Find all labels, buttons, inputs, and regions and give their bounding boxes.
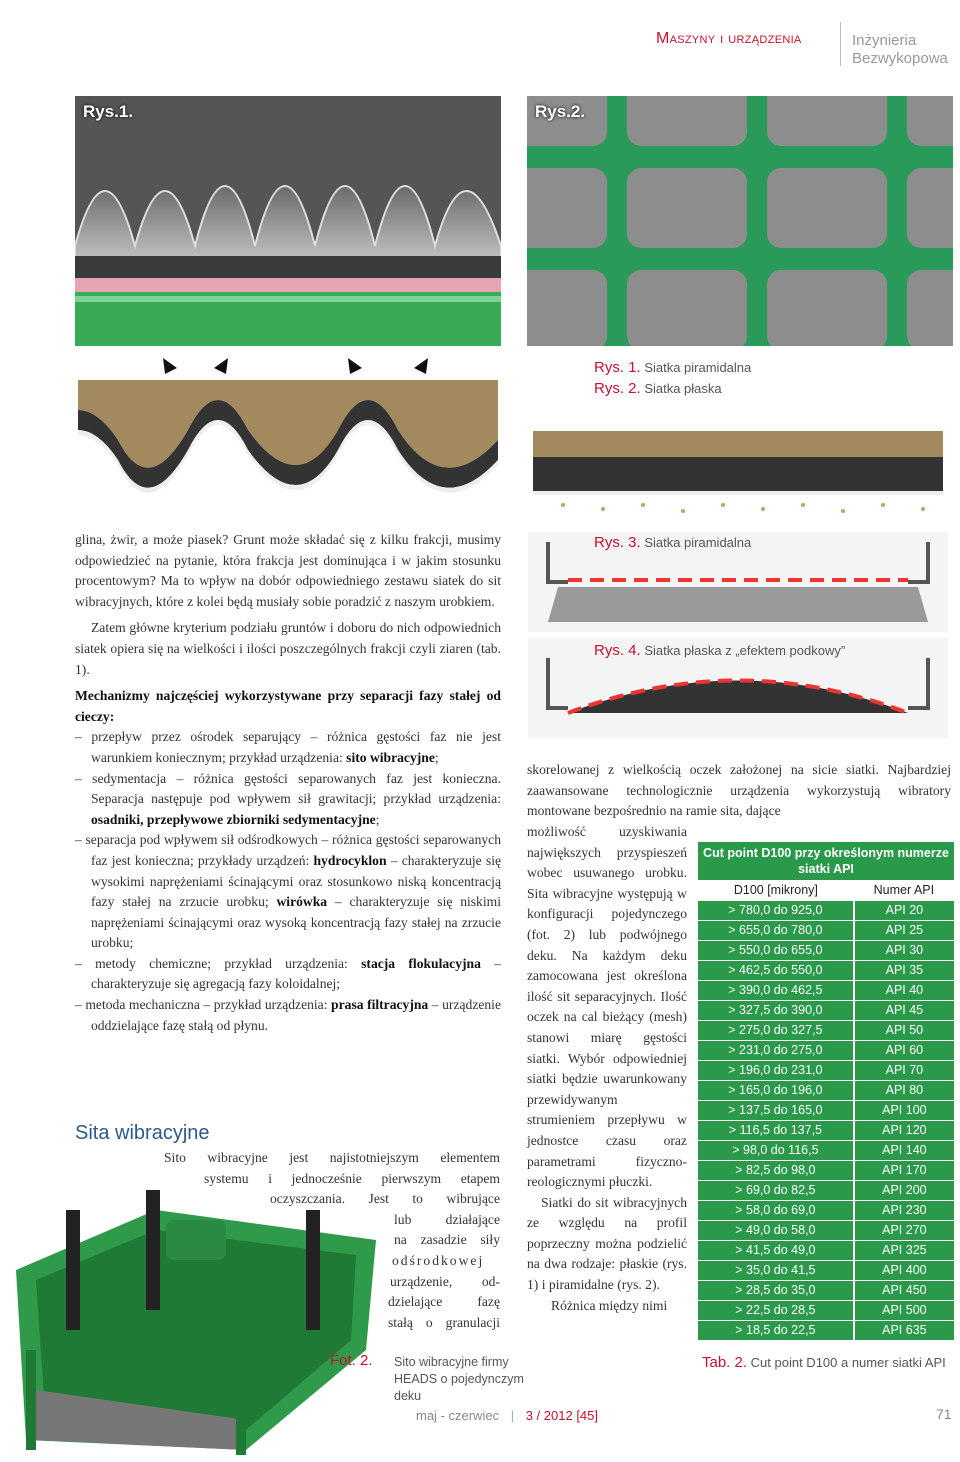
- line: dzielające fazę: [388, 1294, 500, 1310]
- table-row: [698, 1260, 954, 1280]
- caption-rys4-text: Siatka płaska z „efektem podkowy”: [644, 643, 846, 658]
- cell-api: API 200: [854, 1180, 954, 1200]
- footer-issue-number: 3 / 2012 [45]: [525, 1408, 598, 1423]
- table-row: [698, 1020, 954, 1040]
- table-row: [698, 1300, 954, 1320]
- caption-rys1-num: Rys. 1.: [594, 359, 641, 376]
- caption-rys3-text: Siatka piramidalna: [644, 535, 752, 550]
- line: oczyszczania. Jest to wibrujące: [270, 1191, 500, 1207]
- cell-d100: > 69,0 do 82,5: [698, 1180, 854, 1200]
- article-left-column: [75, 530, 501, 1036]
- section-heading: Sita wibracyjne: [75, 1122, 210, 1144]
- table-row: [698, 1060, 954, 1080]
- caption-rys2-text: Siatka płaska: [644, 381, 722, 396]
- list-text: – metody chemiczne; przykład urządzenia:: [75, 955, 362, 971]
- cell-d100: > 231,0 do 275,0: [698, 1040, 854, 1060]
- table-row: [698, 1220, 954, 1240]
- header-divider: [840, 22, 841, 66]
- cell-d100: > 780,0 do 925,0: [698, 900, 854, 920]
- list-bold: sito wibracyjne: [346, 749, 435, 765]
- table-row: [698, 1280, 954, 1300]
- cell-api: API 45: [854, 1000, 954, 1020]
- cell-api: API 450: [854, 1280, 954, 1300]
- table-row: [698, 1140, 954, 1160]
- table-row: [698, 1320, 954, 1340]
- right-top-paragraph: skorelowanej z wielkością oczek założonej na sicie siatki. Najbardziej zaawansowane technologicznie urządzenia wykorzystują wibratory montowane bezpośrednio na ramie sita, dające: [527, 762, 951, 819]
- table-row: [698, 920, 954, 940]
- list-bold: hydrocyklon: [313, 852, 387, 868]
- rys4-diagram: [528, 638, 948, 738]
- cell-d100: > 41,5 do 49,0: [698, 1240, 854, 1260]
- table-row: [698, 1120, 954, 1140]
- cell-api: API 100: [854, 1100, 954, 1120]
- table-row: [698, 1180, 954, 1200]
- section-title: Maszyny i urządzenia: [656, 30, 802, 47]
- wave-sediment-illustration: [78, 350, 498, 510]
- table-row: [698, 1240, 954, 1260]
- list-text: – separacja pod wpływem sił odśrodkowych – różnica gęstości separowanych faz jest konieczna; przykłady urządzeń:: [75, 832, 501, 868]
- list-item: [75, 727, 501, 768]
- table-row: [698, 1000, 954, 1020]
- cell-api: API 400: [854, 1260, 954, 1280]
- cell-d100: > 116,5 do 137,5: [698, 1120, 854, 1140]
- cell-api: API 325: [854, 1240, 954, 1260]
- list-item: [75, 830, 501, 954]
- cell-api: API 25: [854, 920, 954, 940]
- list-item: [75, 995, 501, 1036]
- table-row: [698, 1160, 954, 1180]
- right-col-paragraph-2: Siatki do sit wibracyjnych ze względu na profil poprzeczny można podzielić na dwa rodzaje: płaskie (rys. 1) i piramidalne (rys. 2).: [527, 1194, 687, 1293]
- cell-api: API 140: [854, 1140, 954, 1160]
- cell-api: API 635: [854, 1320, 954, 1340]
- right-col-paragraph-3: Różnica między nimi: [551, 1297, 668, 1313]
- line: stałą o granulacji: [388, 1314, 500, 1330]
- list-text: ;: [434, 749, 439, 765]
- paragraph-mechanisms: [75, 686, 501, 727]
- list-bold: osadniki, przepływowe zbiorniki sedymentacyjne: [91, 811, 376, 827]
- photo-flat-mesh: [527, 96, 953, 346]
- line: lub działające: [394, 1211, 500, 1227]
- cell-d100: > 327,5 do 390,0: [698, 1000, 854, 1020]
- table-title: Cut point D100 przy określonym numerze siatki API: [698, 842, 954, 880]
- cell-d100: > 28,5 do 35,0: [698, 1280, 854, 1300]
- caption-tab2-num: Tab. 2.: [702, 1354, 748, 1371]
- cell-d100: > 98,0 do 116,5: [698, 1140, 854, 1160]
- list-item: [75, 954, 501, 995]
- cell-api: API 40: [854, 980, 954, 1000]
- magazine-name: Inżynieria Bezwykopowa: [852, 32, 948, 67]
- rys3-diagram: [528, 532, 948, 632]
- caption-rys1-text: Siatka piramidalna: [644, 360, 752, 375]
- table-row: [698, 1080, 954, 1100]
- cell-d100: > 82,5 do 98,0: [698, 1160, 854, 1180]
- photo-pyramid-mesh: [75, 96, 501, 346]
- cell-api: API 50: [854, 1020, 954, 1040]
- footer-issue: [416, 1408, 598, 1423]
- api-table: [698, 842, 954, 1341]
- cell-d100: > 18,5 do 22,5: [698, 1320, 854, 1340]
- paragraph-1: glina, żwir, a może piasek? Grunt może składać się z kilku frakcji, musimy odpowiedzieć na pytanie, która frakcja jest dominująca i w jakim stosunku procentowym? Ma to wpływ na dobór odpowiedniego zestawu siatek do sit wibracyjnych, które z kolei będą musiały sobie poradzić z naszym urobkiem.: [75, 532, 501, 609]
- caption-rys3: [594, 534, 751, 551]
- page-number: 71: [936, 1406, 952, 1422]
- mechanisms-heading: Mechanizmy najczęściej wykorzystywane przy separacji fazy stałej od cieczy:: [75, 688, 501, 724]
- cell-api: API 80: [854, 1080, 954, 1100]
- table-row: [698, 1040, 954, 1060]
- line: systemu i jednocześnie pierwszym etapem: [204, 1170, 500, 1186]
- list-text: – charakteryzuje się wysokimi naprężeniami ścinającymi oraz stosunkowo niską koncentracją fazy stałej na zrzucie urobku;: [91, 852, 501, 910]
- caption-rys1: [594, 359, 751, 376]
- table-row: [698, 1200, 954, 1220]
- caption-fot2-num: Fot. 2.: [330, 1352, 373, 1369]
- cell-api: API 35: [854, 960, 954, 980]
- line: na zasadzie siły: [394, 1232, 500, 1248]
- caption-tab2: [702, 1354, 946, 1371]
- cell-api: API 30: [854, 940, 954, 960]
- list-bold: prasa filtracyjna: [331, 997, 429, 1013]
- footer-divider: |: [510, 1408, 515, 1423]
- table-row: [698, 940, 954, 960]
- cell-api: API 170: [854, 1160, 954, 1180]
- cell-d100: > 35,0 do 41,5: [698, 1260, 854, 1280]
- table-row: [698, 960, 954, 980]
- right-col-paragraph: możliwość uzyskiwania największych przyspieszeń wobec usuwanego urobku. Sita wibracyjne występują w konfiguracji pojedynczego (fot. 2) lub podwójnego deku. Na każdym deku zamocowana jest określona ilość sit separacyjnych. Ilość oczek na cal bieżący (mesh) stanowi miarę gęstości siatki. Wybór odpowiedniej siatki będzie uwarunkowany przewidywanym strumieniem przepływu w jednostce czasu oraz parametrami fizyczno-reologicznymi płuczki.: [527, 824, 687, 1190]
- table-row: [698, 980, 954, 1000]
- cell-d100: > 275,0 do 327,5: [698, 1020, 854, 1040]
- cell-api: API 120: [854, 1120, 954, 1140]
- table-row: [698, 900, 954, 920]
- rys1-tag: Rys.1.: [83, 102, 134, 121]
- photo-vibrating-screen: [6, 1150, 386, 1455]
- caption-rys4: [594, 642, 845, 659]
- cell-d100: > 58,0 do 69,0: [698, 1200, 854, 1220]
- list-text: – urządzenie oddzielające fazę stałą od płynu.: [91, 997, 501, 1033]
- api-table-container: [698, 842, 954, 1341]
- caption-rys4-num: Rys. 4.: [594, 642, 641, 659]
- paragraph-2: Zatem główne kryterium podziału gruntów i doboru do nich odpowiednich siatek opiera się na wielkości i ilości poszczególnych frakcji czyli ziaren (tab. 1).: [75, 620, 501, 677]
- line: urządzenie, od-: [390, 1273, 500, 1289]
- table-col-header: Numer API: [854, 880, 954, 900]
- cell-api: API 270: [854, 1220, 954, 1240]
- list-text: – charakteryzuje się niskimi naprężeniami ścinającymi oraz wysoką koncentracją fazy stałej na zrzucie urobku;: [91, 894, 501, 951]
- cell-d100: > 550,0 do 655,0: [698, 940, 854, 960]
- list-bold: stacja flokulacyjna: [361, 955, 481, 971]
- cell-api: API 500: [854, 1300, 954, 1320]
- cell-api: API 70: [854, 1060, 954, 1080]
- article-right-top: [527, 760, 951, 822]
- list-text: – sedymentacja – różnica gęstości separowanych faz jest konieczna. Separacja następuje pod wpływem sił grawitacji; przykład urządzenia:: [75, 770, 501, 807]
- list-text: ;: [375, 811, 380, 827]
- caption-fot2-text: Sito wibracyjne firmy HEADS o pojedynczym deku: [394, 1355, 524, 1403]
- cell-api: API 20: [854, 900, 954, 920]
- rys2-tag: Rys.2.: [535, 102, 586, 121]
- cell-d100: > 137,5 do 165,0: [698, 1100, 854, 1120]
- cell-d100: > 462,5 do 550,0: [698, 960, 854, 980]
- cell-d100: > 22,5 do 28,5: [698, 1300, 854, 1320]
- cell-api: API 230: [854, 1200, 954, 1220]
- cell-d100: > 49,0 do 58,0: [698, 1220, 854, 1240]
- article-right-narrow: [527, 822, 687, 1316]
- caption-rys2: [594, 380, 722, 397]
- list-text: – przepływ przez ośrodek separujący – różnica gęstości faz nie jest warunkiem koniecznym; przykład urządzenia:: [75, 729, 501, 765]
- caption-tab2-text: Cut point D100 a numer siatki API: [750, 1355, 946, 1370]
- list-bold: wirówka: [276, 894, 328, 910]
- caption-rys3-num: Rys. 3.: [594, 534, 641, 551]
- list-text: – metoda mechaniczna – przykład urządzenia:: [75, 997, 332, 1013]
- list-item: [75, 769, 501, 831]
- line: odśrodkowej: [392, 1252, 485, 1268]
- line: Sito wibracyjne jest najistotniejszym elementem: [164, 1150, 500, 1165]
- cell-d100: > 196,0 do 231,0: [698, 1060, 854, 1080]
- footer-months: maj - czerwiec: [416, 1408, 500, 1423]
- caption-rys2-num: Rys. 2.: [594, 380, 641, 397]
- table-col-header: D100 [mikrony]: [698, 880, 854, 900]
- table-row: [698, 1100, 954, 1120]
- flat-sediment-illustration: [533, 425, 943, 525]
- cell-d100: > 655,0 do 780,0: [698, 920, 854, 940]
- cell-api: API 60: [854, 1040, 954, 1060]
- cell-d100: > 165,0 do 196,0: [698, 1080, 854, 1100]
- cell-d100: > 390,0 do 462,5: [698, 980, 854, 1000]
- list-text: – charakteryzuje się agregacją fazy koloidalnej;: [91, 955, 501, 992]
